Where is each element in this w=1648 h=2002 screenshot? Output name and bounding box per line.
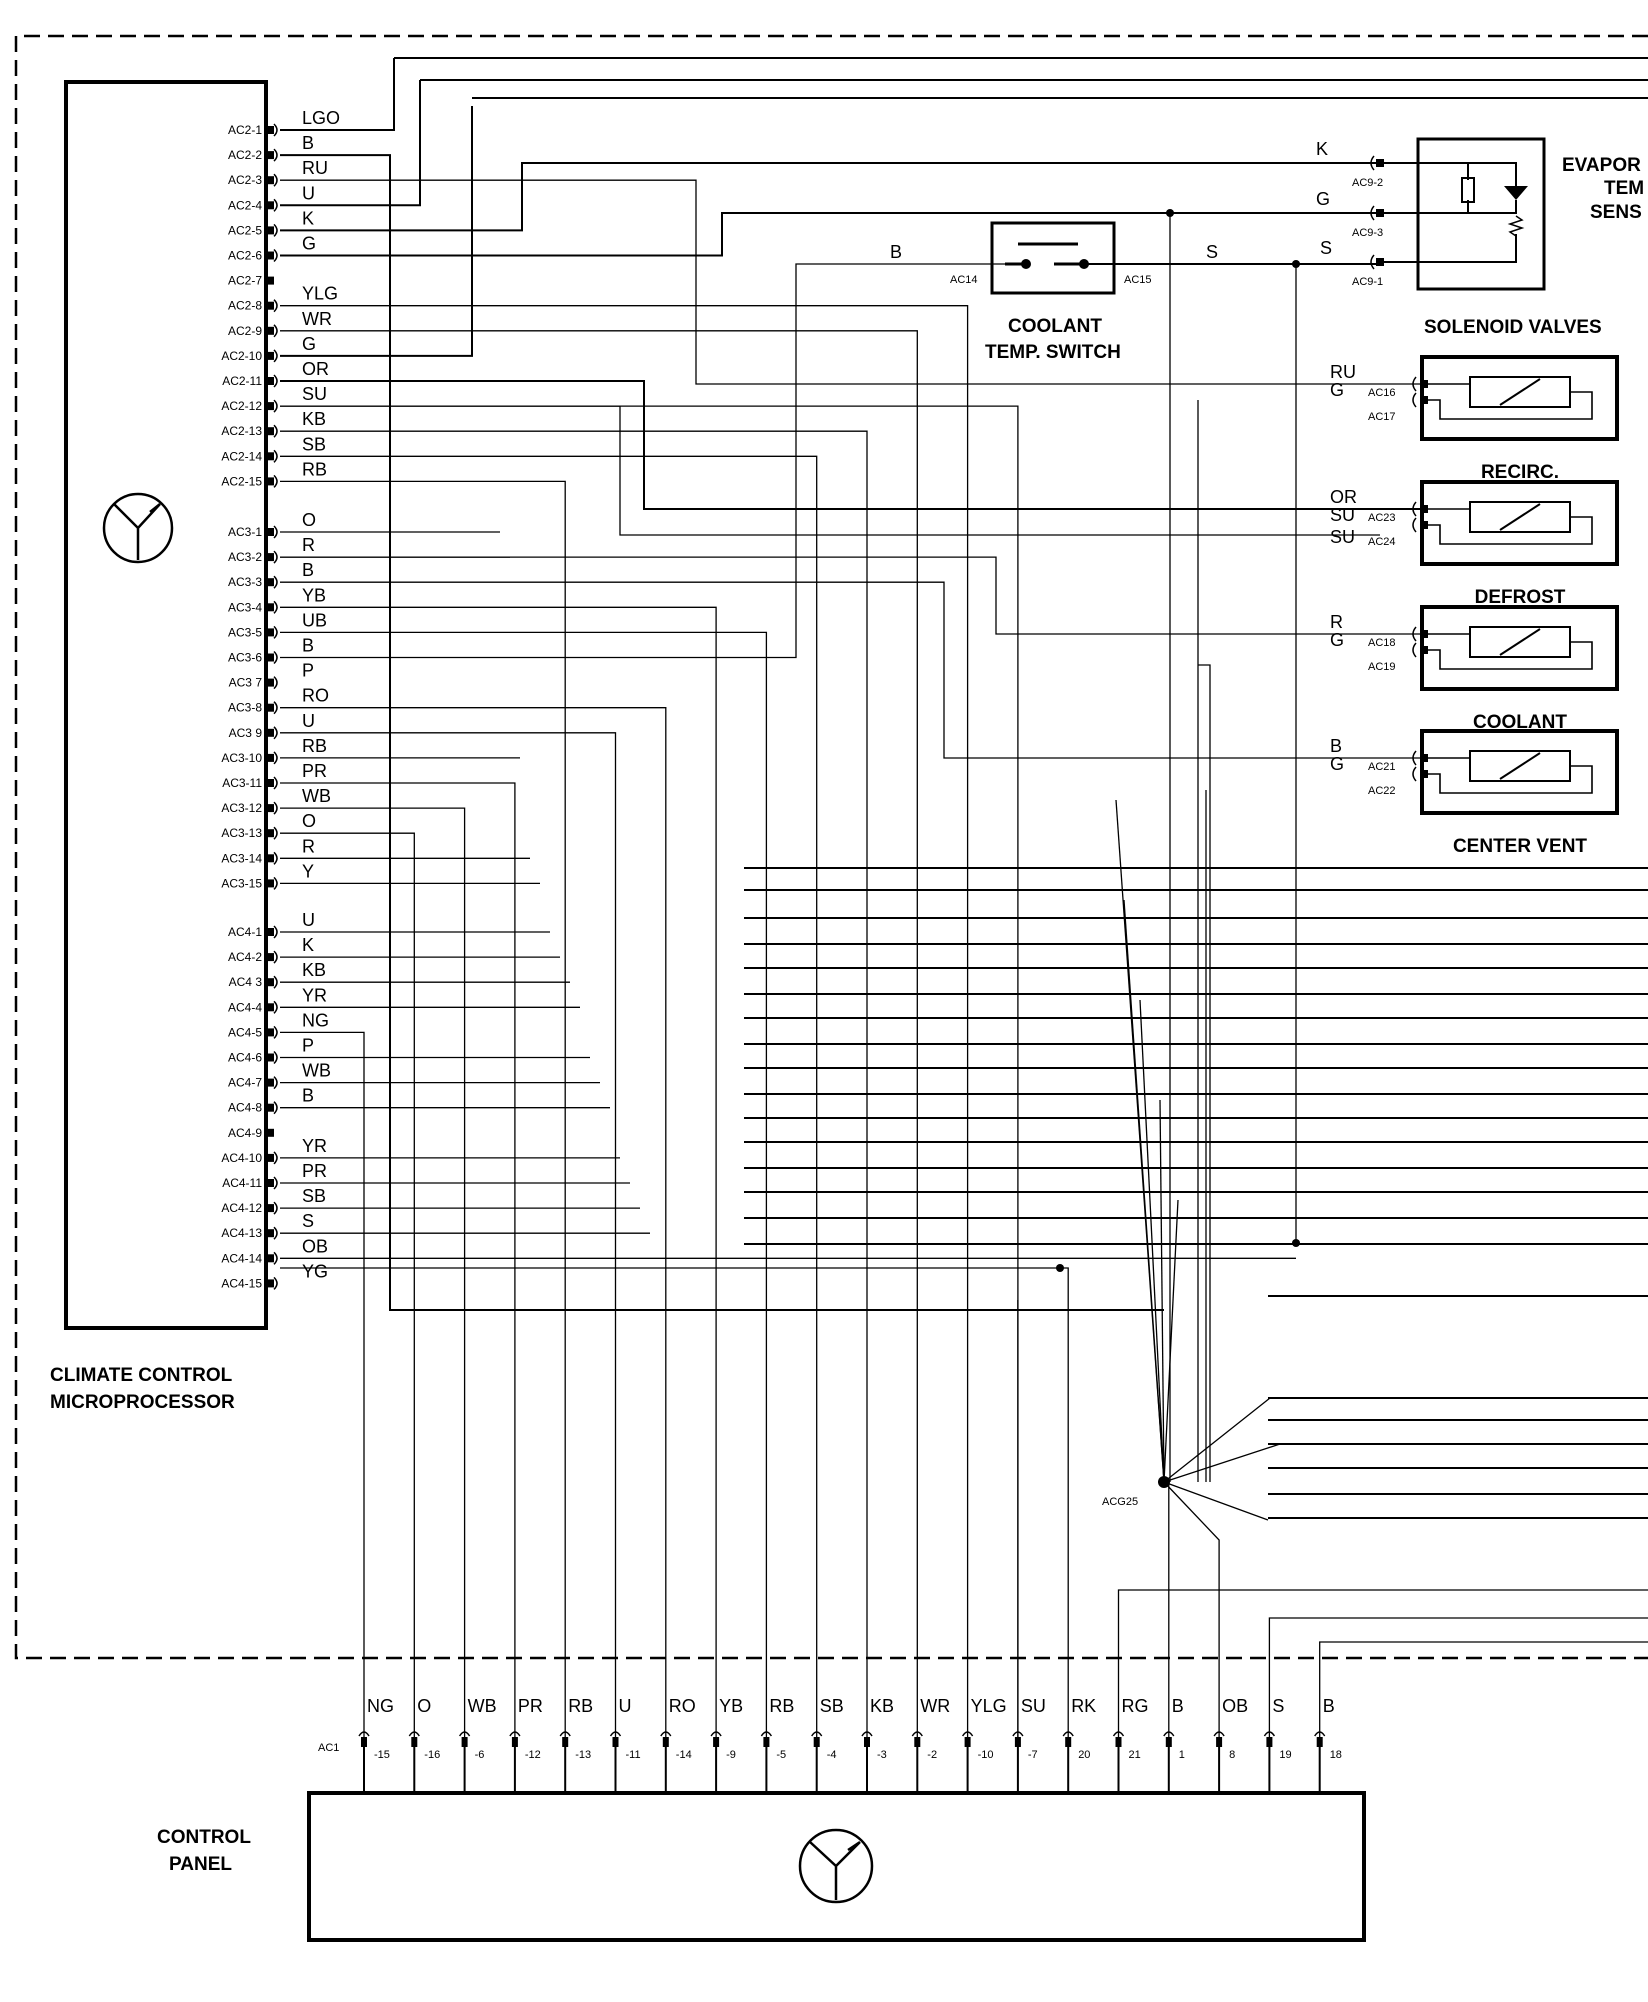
- micro-wire-label: SB: [302, 434, 327, 455]
- micro-pin-terminal: [268, 377, 274, 385]
- micro-wire-label: YR: [302, 985, 328, 1006]
- panel-pin-label: -13: [575, 1749, 592, 1761]
- micro-wire-label: B: [302, 560, 315, 581]
- panel-wire-label: B: [1322, 1696, 1335, 1716]
- micro-pin-terminal: [268, 953, 274, 961]
- micro-pin-terminal: [268, 352, 274, 360]
- micro-wire-label: YLG: [302, 283, 339, 304]
- panel-wire-label: SB: [819, 1696, 844, 1716]
- panel-pin-terminal: [914, 1737, 920, 1747]
- panel-pin-label: 18: [1329, 1749, 1342, 1761]
- panel-wire-label: U: [618, 1696, 632, 1716]
- panel-wire-label: RB: [568, 1696, 594, 1716]
- micro-pin-label: AC3 9: [228, 725, 262, 740]
- panel-pin-label: -9: [726, 1749, 736, 1761]
- panel-pin-terminal: [613, 1737, 619, 1747]
- micro-pin-terminal: [268, 654, 274, 662]
- panel-wire-label: OB: [1222, 1696, 1249, 1716]
- micro-wire-label: RB: [302, 459, 328, 480]
- panel-wire-label: O: [417, 1696, 432, 1716]
- micro-pin-terminal: [268, 1229, 274, 1237]
- valve-wire-label: SU: [1330, 527, 1356, 547]
- micro-pin-terminal: [268, 1054, 274, 1062]
- micro-pin-terminal: [268, 277, 274, 285]
- wiring: [280, 58, 1648, 1737]
- micro-pin-label: AC2-4: [227, 198, 262, 213]
- valve-pin-label: AC22: [1368, 785, 1396, 797]
- microprocessor-pins: [221, 108, 340, 1290]
- panel-pin-terminal: [1266, 1737, 1272, 1747]
- micro-pin-terminal: [268, 879, 274, 887]
- panel-pin-label: -10: [977, 1749, 994, 1761]
- switch-pin-in: AC14: [950, 274, 978, 286]
- micro-wire-label: OR: [302, 359, 329, 379]
- panel-pin-label: -5: [776, 1749, 787, 1761]
- micro-pin-terminal: [268, 327, 274, 335]
- micro-pin-label: AC2-14: [221, 449, 262, 464]
- micro-pin-label: AC3-5: [227, 625, 262, 640]
- micro-wire-label: UB: [302, 610, 328, 631]
- panel-pin-terminal: [864, 1737, 870, 1747]
- micro-pin-label: AC3-11: [222, 776, 262, 790]
- micro-wire-label: OB: [302, 1236, 329, 1257]
- control-panel-label-1: CONTROL: [157, 1827, 251, 1848]
- valve-wire-label: G: [1330, 630, 1345, 650]
- micro-pin-label: AC2-6: [227, 248, 262, 263]
- coolant-switch-box: [992, 223, 1114, 293]
- micro-pin-label: AC2-13: [221, 424, 262, 439]
- micro-wire-label: R: [302, 836, 315, 857]
- micro-pin-terminal: [268, 603, 274, 611]
- panel-wire-label: YB: [719, 1696, 744, 1716]
- micro-pin-label: AC2-15: [221, 474, 262, 489]
- micro-pin-terminal: [268, 302, 274, 310]
- panel-pin-label: -11: [625, 1749, 641, 1761]
- micro-pin-terminal: [268, 754, 274, 762]
- micro-pin-label: AC3-13: [221, 826, 262, 841]
- panel-pin-terminal: [1015, 1737, 1021, 1747]
- micro-pin-label: AC2-10: [221, 348, 262, 363]
- sensor-wire-label: S: [1320, 238, 1333, 258]
- panel-wire-label: SU: [1020, 1696, 1046, 1716]
- micro-pin-label: AC4-8: [227, 1100, 262, 1115]
- micro-pin-terminal: [268, 1254, 274, 1262]
- micro-wire-label: R: [302, 535, 315, 556]
- valve-name-label: CENTER VENT: [1452, 836, 1588, 857]
- valve-pin-label: AC24: [1368, 536, 1396, 548]
- micro-pin-terminal: [268, 126, 274, 134]
- panel-wire-label: KB: [870, 1696, 895, 1716]
- micro-pin-terminal: [268, 1154, 274, 1162]
- micro-pin-label: AC4-14: [221, 1251, 262, 1266]
- micro-pin-label: AC4-11: [222, 1176, 262, 1190]
- panel-pin-terminal: [512, 1737, 518, 1747]
- micro-pin-terminal: [268, 1104, 274, 1112]
- micro-pin-terminal: [268, 1003, 274, 1011]
- micro-pin-terminal: [268, 804, 274, 812]
- micro-pin-terminal: [268, 226, 274, 234]
- micro-pin-terminal: [268, 402, 274, 410]
- panel-pin-terminal: [462, 1737, 468, 1747]
- micro-pin-terminal: [268, 452, 274, 460]
- micro-pin-terminal: [268, 1204, 274, 1212]
- solenoid-valves: [1330, 357, 1617, 857]
- sensor-wire-label: K: [1316, 139, 1329, 159]
- solenoid-valves-title: SOLENOID VALVES: [1424, 317, 1602, 338]
- evap-sensor-label-3: SENS: [1590, 202, 1642, 223]
- micro-wire-label: U: [302, 710, 315, 731]
- switch-pin-out: AC15: [1124, 274, 1152, 286]
- micro-wire-label: LGO: [302, 108, 341, 128]
- micro-pin-label: AC4-7: [227, 1075, 262, 1090]
- solenoid-valve-box: [1422, 731, 1617, 813]
- micro-wire-label: O: [302, 510, 317, 530]
- micro-pin-terminal: [268, 578, 274, 586]
- panel-pin-label: 1: [1178, 1749, 1185, 1761]
- micro-wire-label: RB: [302, 735, 328, 756]
- micro-pin-label: AC4-4: [227, 1000, 262, 1015]
- micro-pin-terminal: [268, 427, 274, 435]
- valve-pin-label: AC19: [1368, 661, 1396, 673]
- micro-wire-label: B: [302, 133, 315, 154]
- panel-wire-label: S: [1272, 1696, 1285, 1716]
- evap-sensor-label-2: TEM: [1604, 178, 1645, 199]
- panel-pin-label: 8: [1229, 1749, 1236, 1761]
- micro-pin-label: AC4 3: [228, 975, 262, 990]
- micro-wire-label: PR: [302, 761, 328, 781]
- panel-pin-label: 19: [1279, 1749, 1292, 1761]
- micro-pin-terminal: [268, 477, 274, 485]
- evap-sensor-label-1: EVAPOR: [1562, 155, 1641, 176]
- panel-pin-label: -3: [877, 1749, 887, 1761]
- micro-pin-label: AC3 7: [228, 675, 262, 690]
- panel-pin-terminal: [361, 1737, 367, 1747]
- panel-pin-terminal: [562, 1737, 568, 1747]
- micro-wire-label: WB: [302, 1060, 331, 1081]
- micro-pin-label: AC4-12: [221, 1201, 262, 1216]
- coolant-switch-label-1: COOLANT: [1008, 316, 1102, 337]
- micro-pin-label: AC4-5: [227, 1025, 262, 1040]
- micro-pin-terminal: [268, 628, 274, 636]
- micro-pin-label: AC3-8: [227, 700, 262, 715]
- valve-wire-label: B: [1330, 736, 1343, 756]
- micro-pin-label: AC4-10: [221, 1150, 262, 1165]
- micro-pin-label: AC2-5: [227, 223, 262, 238]
- valve-name-label: DEFROST: [1474, 587, 1566, 608]
- coolant-switch-label-2: TEMP. SWITCH: [985, 342, 1121, 363]
- micro-wire-label: WB: [302, 786, 331, 807]
- micro-pin-terminal: [268, 1279, 274, 1287]
- micro-wire-label: YB: [302, 585, 327, 606]
- micro-pin-label: AC3-10: [221, 750, 262, 765]
- micro-pin-label: AC3-6: [227, 650, 262, 665]
- micro-wire-label: KB: [302, 960, 327, 981]
- valve-name-label: RECIRC.: [1480, 462, 1560, 483]
- valve-wire-label: R: [1330, 612, 1343, 632]
- micro-pin-label: AC4-1: [227, 925, 262, 939]
- sensor-pin-label: AC9-1: [1352, 276, 1384, 288]
- panel-pin-terminal: [1317, 1737, 1323, 1747]
- ground-label: ACG25: [1102, 1496, 1139, 1508]
- panel-pin-label: -12: [524, 1749, 541, 1761]
- micro-pin-label: AC3-14: [221, 851, 262, 866]
- solenoid-valve-box: [1422, 607, 1617, 689]
- panel-pin-label: -15: [374, 1749, 390, 1761]
- micro-wire-label: P: [302, 660, 315, 681]
- panel-wire-label: RO: [668, 1696, 696, 1716]
- micro-wire-label: S: [302, 1211, 315, 1232]
- panel-pin-label: -14: [675, 1749, 692, 1761]
- panel-pin-label: -4: [826, 1749, 837, 1761]
- switch-wire-out: S: [1206, 242, 1219, 262]
- micro-wire-label: U: [302, 183, 315, 204]
- valve-wire-label: OR: [1330, 487, 1357, 507]
- micro-pin-label: AC4-2: [227, 950, 262, 965]
- micro-pin-terminal: [268, 528, 274, 536]
- panel-pin-terminal: [713, 1737, 719, 1747]
- panel-pin-terminal: [411, 1737, 417, 1747]
- micro-pin-label: AC4-15: [221, 1276, 262, 1291]
- valve-pin-label: AC17: [1368, 411, 1396, 423]
- switch-wire-in: B: [890, 242, 903, 262]
- sensor-wire-label: G: [1316, 189, 1331, 209]
- micro-pin-terminal: [268, 1079, 274, 1087]
- micro-pin-label: AC3-4: [227, 600, 262, 615]
- valve-wire-label: G: [1330, 754, 1345, 774]
- micro-pin-terminal: [268, 151, 274, 159]
- microprocessor-label-1: CLIMATE CONTROL: [50, 1365, 233, 1386]
- valve-wire-label: SU: [1330, 505, 1356, 525]
- micro-pin-label: AC2-2: [227, 148, 262, 163]
- micro-wire-label: SB: [302, 1186, 327, 1207]
- control-panel-pins: [359, 1696, 1342, 1793]
- micro-pin-label: AC3-1: [227, 525, 262, 539]
- micro-wire-label: B: [302, 635, 315, 656]
- micro-wire-label: RO: [302, 685, 329, 706]
- panel-pin-terminal: [814, 1737, 820, 1747]
- control-panel-label-2: PANEL: [169, 1854, 232, 1875]
- panel-pin-label: -6: [474, 1749, 485, 1761]
- panel-pin-terminal: [1116, 1737, 1122, 1747]
- panel-pin-terminal: [1216, 1737, 1222, 1747]
- valve-wire-label: G: [1330, 380, 1345, 400]
- micro-pin-label: AC2-11: [222, 374, 262, 388]
- microprocessor-label-2: MICROPROCESSOR: [50, 1392, 235, 1413]
- panel-pin-label: -7: [1027, 1749, 1038, 1761]
- valve-pin-label: AC21: [1368, 761, 1396, 773]
- panel-wire-label: RG: [1121, 1696, 1149, 1716]
- micro-pin-label: AC3-15: [221, 876, 262, 891]
- valve-pin-label: AC18: [1368, 637, 1396, 649]
- panel-pin-label: -2: [927, 1749, 938, 1761]
- micro-wire-label: WR: [302, 308, 332, 329]
- panel-pin-terminal: [965, 1737, 971, 1747]
- micro-wire-label: Y: [302, 861, 315, 882]
- micro-wire-label: RU: [302, 158, 328, 179]
- micro-pin-label: AC4-9: [227, 1125, 262, 1140]
- micro-pin-label: AC4-13: [221, 1226, 262, 1241]
- valve-name-label: COOLANT: [1473, 712, 1567, 733]
- micro-wire-label: K: [302, 208, 315, 229]
- sensor-pin-label: AC9-2: [1352, 177, 1384, 189]
- panel-pin-terminal: [663, 1737, 669, 1747]
- control-panel-symbol-icon: [800, 1830, 872, 1902]
- valve-pin-label: AC23: [1368, 512, 1396, 524]
- micro-pin-terminal: [268, 679, 274, 687]
- micro-wire-label: KB: [302, 409, 327, 430]
- panel-pin-terminal: [1065, 1737, 1071, 1747]
- micro-pin-label: AC3-3: [227, 575, 262, 590]
- micro-wire-label: G: [302, 233, 317, 254]
- micro-pin-terminal: [268, 729, 274, 737]
- control-panel-connector-label: AC1: [318, 1742, 340, 1754]
- micro-pin-label: AC2-9: [227, 323, 262, 338]
- micro-pin-terminal: [268, 553, 274, 561]
- panel-wire-label: B: [1171, 1696, 1184, 1716]
- panel-wire-label: WB: [467, 1696, 497, 1716]
- micro-wire-label: PR: [302, 1161, 328, 1181]
- panel-wire-label: RB: [769, 1696, 795, 1716]
- micro-pin-label: AC2-12: [221, 399, 262, 414]
- panel-wire-label: NG: [367, 1696, 394, 1716]
- solenoid-valve-box: [1422, 357, 1617, 439]
- panel-pin-label: 21: [1128, 1749, 1141, 1761]
- micro-wire-label: K: [302, 935, 315, 956]
- panel-wire-label: PR: [517, 1696, 543, 1716]
- panel-pin-label: 20: [1078, 1749, 1091, 1761]
- micro-pin-terminal: [268, 829, 274, 837]
- micro-pin-terminal: [268, 1179, 274, 1187]
- micro-pin-terminal: [268, 201, 274, 209]
- micro-pin-terminal: [268, 252, 274, 260]
- panel-wire-label: WR: [920, 1696, 951, 1716]
- micro-pin-terminal: [268, 176, 274, 184]
- micro-pin-terminal: [268, 1129, 274, 1137]
- micro-wire-label: O: [302, 811, 317, 832]
- valve-wire-label: RU: [1330, 362, 1356, 382]
- micro-pin-label: AC2-1: [227, 123, 262, 137]
- micro-wire-label: YR: [302, 1135, 328, 1156]
- panel-pin-label: -16: [424, 1749, 441, 1761]
- micro-pin-terminal: [268, 704, 274, 712]
- micro-pin-terminal: [268, 854, 274, 862]
- micro-pin-label: AC4-6: [227, 1050, 262, 1065]
- micro-wire-label: U: [302, 910, 315, 930]
- solenoid-valve-box: [1422, 482, 1617, 564]
- micro-pin-terminal: [268, 779, 274, 787]
- panel-wire-label: RK: [1071, 1696, 1097, 1716]
- micro-wire-label: NG: [302, 1010, 329, 1031]
- micro-wire-label: SU: [302, 384, 328, 405]
- micro-pin-label: AC3-12: [221, 801, 262, 816]
- micro-pin-terminal: [268, 978, 274, 986]
- micro-wire-label: P: [302, 1035, 315, 1056]
- panel-pin-terminal: [1166, 1737, 1172, 1747]
- micro-wire-label: G: [302, 333, 317, 354]
- micro-pin-label: AC2-8: [227, 298, 262, 313]
- microprocessor-symbol-icon: [104, 494, 172, 562]
- micro-wire-label: YG: [302, 1261, 329, 1282]
- micro-pin-terminal: [268, 1028, 274, 1036]
- micro-wire-label: B: [302, 1085, 315, 1106]
- micro-pin-label: AC2-7: [227, 273, 262, 288]
- micro-pin-label: AC3-2: [227, 550, 262, 565]
- micro-pin-label: AC2-3: [227, 173, 262, 188]
- micro-pin-terminal: [268, 928, 274, 936]
- sensor-pin-label: AC9-3: [1352, 227, 1384, 239]
- panel-pin-terminal: [763, 1737, 769, 1747]
- ground-splice-point: [1158, 1476, 1170, 1488]
- valve-pin-label: AC16: [1368, 387, 1396, 399]
- panel-wire-label: YLG: [970, 1696, 1007, 1716]
